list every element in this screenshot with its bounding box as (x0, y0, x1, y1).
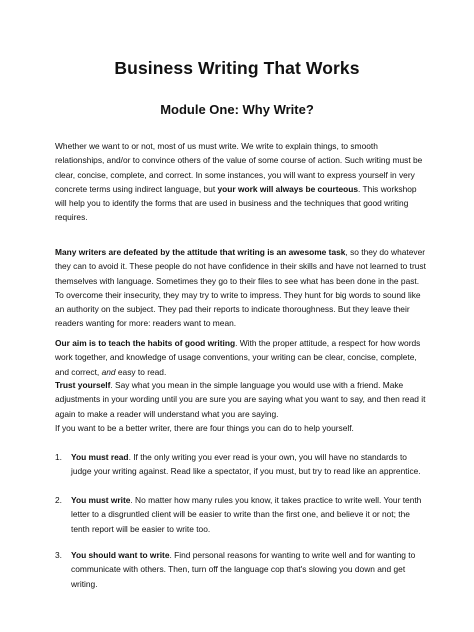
list-item (55, 450, 427, 479)
paragraph-aim-text-b: easy to read. (115, 366, 167, 377)
paragraph-intro-text-a: Whether we want to or not, most of us must write. We write to explain things, to smooth relationships, and/or to convince others of the value of some course of action. Such writing must be clear, concise, complete, and correct. In some instances, you will want to express yourself in very concrete terms using indirect language, but (55, 141, 423, 194)
paragraph-defeated-writers-text: , so they do whatever they can to avoid it. These people do not have confidence in their skills and have not learned to trust themselves with language. Sometimes they go to their files to see what has been done in the past. To overcome their insecurity, they may try to write to impress. They hunt for big words to sound like an authority on the subject. They pad their reports to indicate thoroughness. But they leave their readers wanting for more: readers want to mean. (55, 247, 426, 329)
list-item-body: . If the only writing you ever read is your own, you will have no standards to judge your writing against. Read like a spectator, if you must, but try to read like an apprentice. (71, 452, 421, 477)
list-item-bold: You must write (71, 495, 131, 505)
paragraph-aim-bold: Our aim is to teach the habits of good writing (55, 338, 236, 348)
paragraph-aim (55, 336, 427, 379)
list-item-number: 2. (55, 495, 62, 505)
paragraph-trust-yourself-bold: Trust yourself (55, 380, 111, 390)
list-item (55, 493, 427, 536)
list-item-text (71, 450, 427, 479)
paragraph-trust-yourself-text: . Say what you mean in the simple language you would use with a friend. Make adjustments in your wording until you are sure you are saying what you want to say, and then read it again to make a reader will understand what you are saying. (55, 380, 426, 419)
paragraph-intro (55, 139, 427, 225)
module-heading: Module One: Why Write? (160, 102, 314, 117)
list-item (55, 548, 427, 591)
list-item-number: 1. (55, 452, 62, 462)
list-item-bold: You should want to write (71, 550, 170, 560)
paragraph-aim-text-a: . With the proper attitude, a respect for how words work together, and knowledge of usage conventions, your writing can be clear, concise, complete, and correct, (55, 338, 421, 377)
document-title: Business Writing That Works (114, 58, 360, 78)
paragraph-intro-bold: your work will always be courteous (217, 183, 359, 194)
list-item-number: 3. (55, 550, 62, 560)
paragraph-trust-yourself (55, 378, 427, 421)
paragraph-defeated-writers (55, 245, 427, 331)
list-item-body: . Find personal reasons for wanting to write well and for wanting to communicate with others. Then, turn off the language cop that's slowing you down and get writing. (71, 550, 416, 589)
paragraph-intro-text-b: . This workshop will help you to identify the forms that are used in business and the techniques that good writing requires. (55, 183, 417, 223)
paragraph-aim-italic: and (101, 366, 116, 377)
list-item-bold: You must read (71, 452, 129, 462)
list-item-text (71, 548, 427, 591)
paragraph-defeated-writers-bold: Many writers are defeated by the attitude that writing is an awesome task (55, 247, 346, 257)
list-item-text (71, 493, 427, 536)
list-item-body: . No matter how many rules you know, it takes practice to write well. Your tenth letter to a disgruntled client will be easier to write than the first one, and believe it or not; the tenth report will be easier to write too. (71, 495, 422, 534)
paragraph-four-things: If you want to be a better writer, there are four things you can do to help yourself. (55, 423, 354, 433)
